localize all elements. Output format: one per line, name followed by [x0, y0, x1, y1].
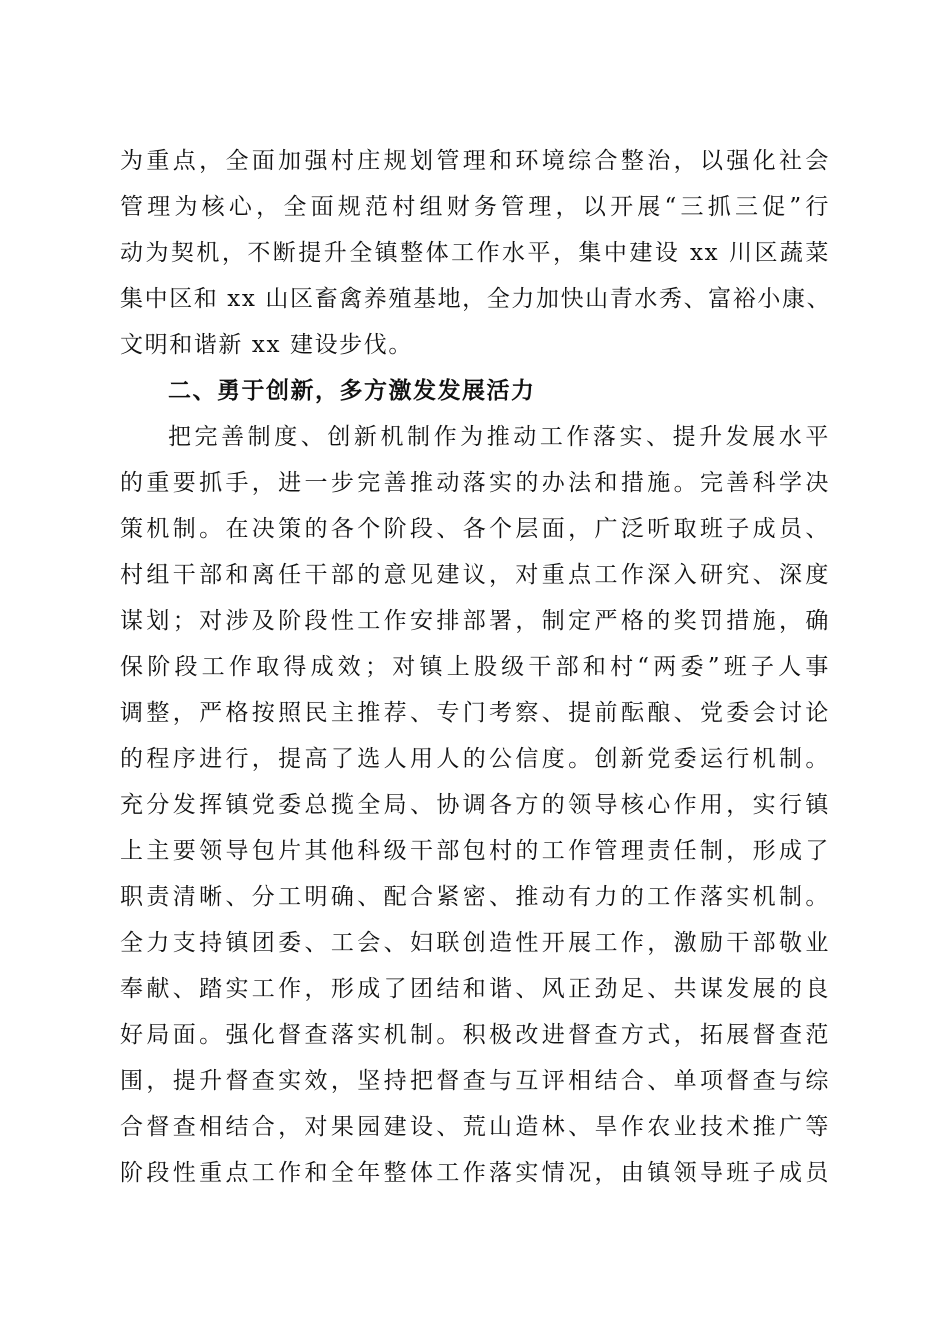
- paragraph-line: 谋划；对涉及阶段性工作安排部署，制定严格的奖罚措施，确: [120, 608, 830, 634]
- paragraph-line: 管理为核心，全面规范村组财务管理，以开展“三抓三促”行: [120, 194, 830, 220]
- paragraph-line: 集中区和 xx 山区畜禽养殖基地，全力加快山青水秀、富裕小康、: [120, 286, 832, 312]
- paragraph-line: 奉献、踏实工作，形成了团结和谐、风正劲足、共谋发展的良: [120, 976, 830, 1002]
- paragraph-line: 文明和谐新 xx 建设步伐。: [120, 332, 413, 358]
- paragraph-line: 为重点，全面加强村庄规划管理和环境综合整治，以强化社会: [120, 148, 830, 174]
- paragraph-line: 的重要抓手，进一步完善推动落实的办法和措施。完善科学决: [120, 470, 830, 496]
- paragraph-line: 好局面。强化督查落实机制。积极改进督查方式，拓展督查范: [120, 1022, 830, 1048]
- paragraph-line: 动为契机，不断提升全镇整体工作水平，集中建设 xx 川区蔬菜: [120, 240, 830, 266]
- paragraph-line: 合督查相结合，对果园建设、荒山造林、旱作农业技术推广等: [120, 1114, 830, 1140]
- paragraph-line: 保阶段工作取得成效；对镇上股级干部和村“两委”班子人事: [120, 654, 830, 680]
- paragraph-line: 的程序进行，提高了选人用人的公信度。创新党委运行机制。: [120, 746, 830, 772]
- paragraph-line: 阶段性重点工作和全年整体工作落实情况，由镇领导班子成员: [120, 1160, 830, 1186]
- paragraph-line: 策机制。在决策的各个阶段、各个层面，广泛听取班子成员、: [120, 516, 830, 542]
- paragraph-line: 调整，严格按照民主推荐、专门考察、提前酝酿、党委会讨论: [120, 700, 830, 726]
- paragraph-line: 围，提升督查实效，坚持把督查与互评相结合、单项督查与综: [120, 1068, 830, 1094]
- paragraph-line: 把完善制度、创新机制作为推动工作落实、提升发展水平: [168, 424, 830, 450]
- section-heading: 二、勇于创新，多方激发发展活力: [168, 378, 536, 404]
- paragraph-line: 全力支持镇团委、工会、妇联创造性开展工作，激励干部敬业: [120, 930, 830, 956]
- paragraph-line: 充分发挥镇党委总揽全局、协调各方的领导核心作用，实行镇: [120, 792, 830, 818]
- paragraph-line: 职责清晰、分工明确、配合紧密、推动有力的工作落实机制。: [120, 884, 830, 910]
- paragraph-line: 上主要领导包片其他科级干部包村的工作管理责任制，形成了: [120, 838, 830, 864]
- paragraph-line: 村组干部和离任干部的意见建议，对重点工作深入研究、深度: [120, 562, 830, 588]
